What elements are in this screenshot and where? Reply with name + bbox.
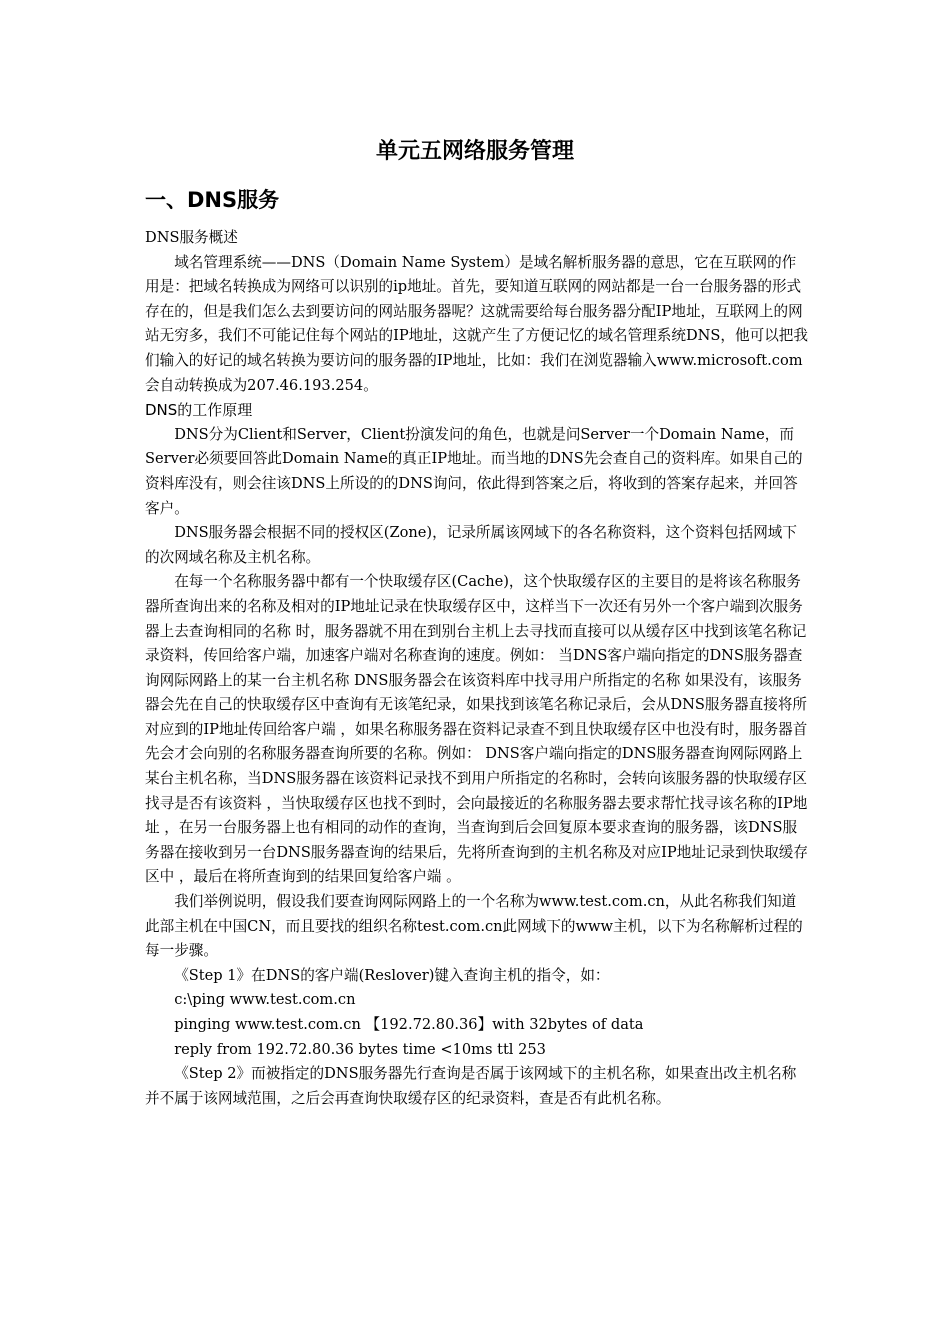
document-title: 单元五网络服务管理 bbox=[375, 139, 574, 164]
paragraph-overview: 域名管理系统——DNS（Domain Name System）是域名解析服务器的意思，它在互联网的作用是：把域名转换成为网络可以识别的ip地址。首先，要知道互联网的网站都是一台一台服务器的形式存在的，但是我们怎么去到要访问的网站服务器呢？这就需要给每台服务器分配IP地址，互联网上的网站无穷多，我们不可能记住每个网站的IP地址，这就产生了方便记忆的域名管理系统DNS，他可以把我们输入的好记的域名转换为要访问的服务器的IP地址，比如：我们在浏览器输入www.microsoft.com会自动转换成为207.46.193.254。 bbox=[145, 253, 808, 394]
paragraph-example: 我们举例说明，假设我们要查询网际网路上的一个名称为www.test.com.cn，从此名称我们知道此部主机在中国CN，而且要找的组织名称test.com.cn此网域下的www主机，以下为名称解析过程的每一步骤。 bbox=[145, 893, 803, 960]
section-heading-dns: 一、DNS服务 bbox=[145, 188, 280, 212]
paragraph-client-server: DNS分为Client和Server，Client扮演发问的角色，也就是问Server一个Domain Name，而Server必须要回答此Domain Name的真正IP地址。而当地的DNS先会查自己的资料库。如果自己的资料库没有，则会往该DNS上所设的的DNS询问，依此得到答案之后，将收到的答案存起来，并回答客户。 bbox=[145, 425, 803, 517]
command-line-3: reply from 192.72.80.36 bytes time <10ms ttl 253 bbox=[174, 1040, 546, 1058]
paragraph-zone: DNS服务器会根据不同的授权区(Zone)，记录所属该网域下的各名称资料，这个资料包括网域下的次网域名称及主机名称。 bbox=[145, 524, 797, 566]
step-1: 《Step 1》在DNS的客户端(Reslover)键入查询主机的指令，如： bbox=[174, 966, 610, 984]
step-2: 《Step 2》而被指定的DNS服务器先行查询是否属于该网域下的主机名称，如果查出改主机名称并不属于该网域范围，之后会再查询快取缓存区的纪录资料，查是否有此机名称。 bbox=[145, 1065, 797, 1107]
subheading-overview: DNS服务概述 bbox=[145, 229, 238, 246]
subheading-principle: DNS的工作原理 bbox=[145, 401, 253, 420]
command-line-1: c:\ping www.test.com.cn bbox=[174, 991, 356, 1009]
paragraph-cache: 在每一个名称服务器中都有一个快取缓存区(Cache)，这个快取缓存区的主要目的是将该名称服务器所查询出来的名称及相对的IP地址记录在快取缓存区中，这样当下一次还有另外一个客户端到次服务器上去查询相同的名称 时，服务器就不用在到别台主机上去寻找而直接可以从缓存区中找到该笔名称记录资料，传回给客户端，加速客户端对名称查询的速度。例如： 当DNS客户端向指定的DNS服务器查询网际网路上的某一台主机名称 DNS服务器会在该资料库中找寻用户所指定的名称 如果没有，该服务器会先在自己的快取缓存区中查询有无该笔纪录，如果找到该笔名称记录后，会从DNS服务器直接将所对应到的IP地址传回给客户端 ，如果名称服务器在资料记录查不到且快取缓存区中也没有时，服务器首先会才会向别的名称服务器查询所要的名称。例如： DNS客户端向指定的DNS服务器查询网际网路上某台主机名称，当DNS服务器在该资料记录找不到用户所指定的名称时，会转向该服务器的快取缓存区找寻是否有该资料 ，当快取缓存区也找不到时，会向最接近的名称服务器去要求帮忙找寻该名称的IP地址 ，在另一台服务器上也有相同的动作的查询，当查询到后会回复原本要求查询的服务器，该DNS服务器在接收到另一台DNS服务器查询的结果后，先将所查询到的主机名称及对应IP地址记录到快取缓存区中 ，最后在将所查询到的结果回复给客户端 。 bbox=[145, 573, 808, 886]
document-body bbox=[145, 226, 810, 1111]
command-line-2: pinging www.test.com.cn 【192.72.80.36】with 32bytes of data bbox=[174, 1016, 644, 1033]
